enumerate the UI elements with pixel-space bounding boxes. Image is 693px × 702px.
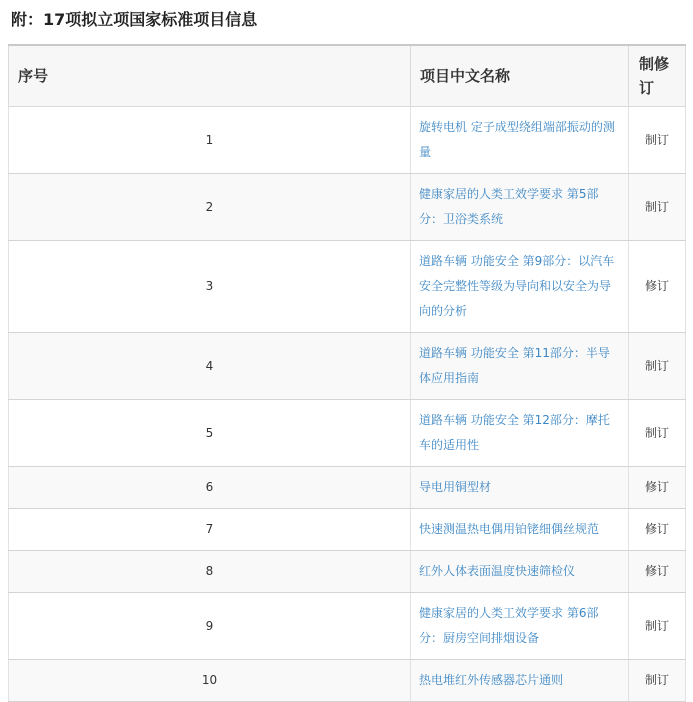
row-type: 修订 <box>629 467 686 509</box>
table-row <box>9 593 686 660</box>
row-type: 修订 <box>629 509 686 551</box>
row-type: 制订 <box>629 107 686 174</box>
row-type: 制订 <box>629 174 686 241</box>
row-project-name[interactable]: 健康家居的人类工效学要求 第6部分：厨房空间排烟设备 <box>411 593 629 660</box>
row-project-name[interactable]: 红外人体表面温度快速筛检仪 <box>411 551 629 593</box>
row-project-name[interactable]: 快速测温热电偶用铂铑细偶丝规范 <box>411 509 629 551</box>
row-project-name[interactable]: 道路车辆 功能安全 第9部分：以汽车安全完整性等级为导向和以安全为导向的分析 <box>411 241 629 333</box>
table-row <box>9 400 686 467</box>
table-row <box>9 241 686 333</box>
row-index: 10 <box>9 660 411 702</box>
row-index: 1 <box>9 107 411 174</box>
row-index: 5 <box>9 400 411 467</box>
row-project-name[interactable]: 道路车辆 功能安全 第12部分：摩托车的适用性 <box>411 400 629 467</box>
row-type: 制订 <box>629 660 686 702</box>
table-row <box>9 660 686 702</box>
row-project-name[interactable]: 道路车辆 功能安全 第11部分：半导体应用指南 <box>411 333 629 400</box>
table-header-row <box>9 45 686 107</box>
table-row <box>9 509 686 551</box>
standards-table <box>8 44 686 702</box>
header-name: 项目中文名称 <box>411 45 629 107</box>
row-project-name[interactable]: 热电堆红外传感器芯片通则 <box>411 660 629 702</box>
row-index: 3 <box>9 241 411 333</box>
table-row <box>9 551 686 593</box>
row-index: 2 <box>9 174 411 241</box>
row-type: 修订 <box>629 241 686 333</box>
row-index: 6 <box>9 467 411 509</box>
row-index: 9 <box>9 593 411 660</box>
row-type: 制订 <box>629 400 686 467</box>
row-index: 7 <box>9 509 411 551</box>
row-index: 4 <box>9 333 411 400</box>
row-index: 8 <box>9 551 411 593</box>
header-type: 制修订 <box>629 45 686 107</box>
header-index: 序号 <box>9 45 411 107</box>
row-type: 制订 <box>629 593 686 660</box>
row-project-name[interactable]: 导电用铜型材 <box>411 467 629 509</box>
table-row <box>9 174 686 241</box>
table-row <box>9 467 686 509</box>
row-project-name[interactable]: 旋转电机 定子成型绕组端部振动的测量 <box>411 107 629 174</box>
row-project-name[interactable]: 健康家居的人类工效学要求 第5部分：卫浴类系统 <box>411 174 629 241</box>
table-row <box>9 333 686 400</box>
page-title: 附：17项拟立项国家标准项目信息 <box>11 10 258 29</box>
table-row <box>9 107 686 174</box>
row-type: 修订 <box>629 551 686 593</box>
row-type: 制订 <box>629 333 686 400</box>
